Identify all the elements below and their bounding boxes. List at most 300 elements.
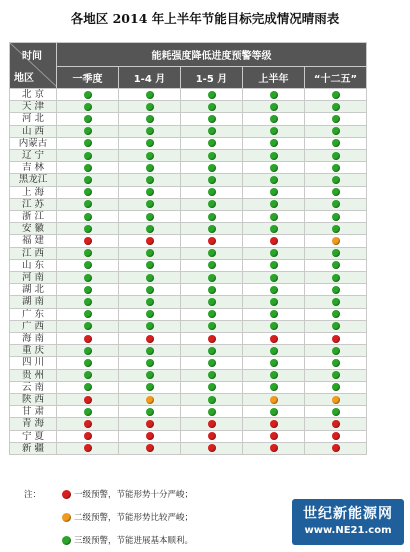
status-cell: [181, 430, 243, 442]
status-cell: [305, 406, 367, 418]
status-cell: [119, 284, 181, 296]
status-dot-red: [208, 432, 216, 440]
status-cell: [119, 162, 181, 174]
status-cell: [181, 333, 243, 345]
warning-table: [9, 42, 367, 455]
status-cell: [305, 381, 367, 393]
status-dot-green: [332, 115, 340, 123]
table-row: [10, 418, 367, 430]
table-row: [10, 406, 367, 418]
table-row: [10, 357, 367, 369]
status-dot-green: [84, 115, 92, 123]
status-dot-green: [270, 249, 278, 257]
status-cell: [119, 296, 181, 308]
column-header: 一季度: [57, 67, 119, 89]
status-cell: [305, 320, 367, 332]
status-dot-green: [84, 359, 92, 367]
status-dot-green: [332, 261, 340, 269]
status-cell: [181, 418, 243, 430]
table-row: [10, 345, 367, 357]
status-dot-orange: [332, 396, 340, 404]
region-label: 山 东: [10, 259, 57, 271]
status-dot-green: [332, 164, 340, 172]
status-dot-green: [270, 322, 278, 330]
status-cell: [243, 345, 305, 357]
legend-dot-green: [62, 536, 71, 545]
status-dot-red: [270, 432, 278, 440]
status-cell: [181, 345, 243, 357]
table-row: [10, 235, 367, 247]
table-row: [10, 259, 367, 271]
status-dot-green: [332, 408, 340, 416]
status-dot-green: [84, 347, 92, 355]
legend-dot-red: [62, 490, 71, 499]
status-dot-green: [332, 274, 340, 282]
status-cell: [119, 186, 181, 198]
status-cell: [305, 174, 367, 186]
status-cell: [57, 381, 119, 393]
status-cell: [243, 247, 305, 259]
status-cell: [243, 369, 305, 381]
status-cell: [243, 223, 305, 235]
status-dot-green: [84, 164, 92, 172]
status-cell: [243, 333, 305, 345]
region-label: 陕 西: [10, 394, 57, 406]
status-cell: [57, 259, 119, 271]
status-dot-green: [332, 359, 340, 367]
status-cell: [243, 198, 305, 210]
status-dot-green: [332, 176, 340, 184]
status-cell: [305, 247, 367, 259]
status-cell: [57, 442, 119, 454]
status-dot-green: [146, 164, 154, 172]
status-cell: [181, 394, 243, 406]
region-label: 山 西: [10, 125, 57, 137]
table-row: [10, 186, 367, 198]
status-dot-red: [84, 335, 92, 343]
status-dot-green: [146, 103, 154, 111]
status-cell: [243, 186, 305, 198]
status-cell: [243, 357, 305, 369]
status-dot-green: [332, 139, 340, 147]
status-cell: [243, 101, 305, 113]
status-dot-green: [146, 408, 154, 416]
status-cell: [305, 101, 367, 113]
status-dot-green: [84, 261, 92, 269]
region-label: 重 庆: [10, 345, 57, 357]
table-row: [10, 284, 367, 296]
status-cell: [181, 369, 243, 381]
status-dot-red: [332, 335, 340, 343]
status-dot-green: [208, 213, 216, 221]
legend-item: [62, 488, 193, 500]
region-label: 湖 南: [10, 296, 57, 308]
region-label: 辽 宁: [10, 150, 57, 162]
status-dot-green: [146, 298, 154, 306]
status-dot-green: [208, 359, 216, 367]
status-cell: [243, 418, 305, 430]
status-dot-green: [84, 322, 92, 330]
status-cell: [181, 113, 243, 125]
status-cell: [305, 137, 367, 149]
status-cell: [243, 162, 305, 174]
status-dot-green: [332, 91, 340, 99]
table-row: [10, 442, 367, 454]
status-cell: [57, 137, 119, 149]
status-dot-green: [270, 164, 278, 172]
status-dot-green: [270, 152, 278, 160]
status-dot-red: [146, 335, 154, 343]
status-dot-green: [270, 91, 278, 99]
status-dot-green: [208, 408, 216, 416]
status-dot-green: [208, 310, 216, 318]
region-label: 吉 林: [10, 162, 57, 174]
region-label: 甘 肃: [10, 406, 57, 418]
status-dot-green: [208, 188, 216, 196]
region-label: 内蒙古: [10, 137, 57, 149]
status-cell: [57, 418, 119, 430]
region-label: 云 南: [10, 381, 57, 393]
status-dot-red: [270, 444, 278, 452]
status-dot-green: [208, 127, 216, 135]
status-cell: [119, 272, 181, 284]
region-label: 宁 夏: [10, 430, 57, 442]
status-dot-green: [84, 383, 92, 391]
region-label: 四 川: [10, 357, 57, 369]
status-dot-green: [146, 383, 154, 391]
status-dot-green: [332, 310, 340, 318]
table-row: [10, 320, 367, 332]
status-cell: [57, 198, 119, 210]
table-row: [10, 211, 367, 223]
status-dot-red: [146, 420, 154, 428]
status-cell: [243, 113, 305, 125]
status-cell: [243, 381, 305, 393]
status-cell: [119, 406, 181, 418]
status-dot-green: [332, 200, 340, 208]
status-dot-green: [146, 188, 154, 196]
status-cell: [243, 137, 305, 149]
status-dot-red: [146, 444, 154, 452]
status-dot-green: [208, 286, 216, 294]
table-row: [10, 162, 367, 174]
region-label: 贵 州: [10, 369, 57, 381]
legend-text: 一级预警，节能形势十分严峻；: [74, 490, 194, 500]
region-label: 北 京: [10, 89, 57, 101]
status-cell: [305, 345, 367, 357]
status-dot-red: [146, 432, 154, 440]
status-cell: [57, 394, 119, 406]
status-dot-green: [208, 371, 216, 379]
status-cell: [305, 223, 367, 235]
table-row: [10, 101, 367, 113]
status-cell: [181, 186, 243, 198]
corner-label-region: 地区: [14, 73, 34, 84]
status-cell: [305, 198, 367, 210]
status-dot-green: [270, 274, 278, 282]
status-dot-green: [270, 408, 278, 416]
status-dot-green: [84, 213, 92, 221]
status-dot-green: [332, 286, 340, 294]
status-dot-green: [270, 359, 278, 367]
status-dot-green: [84, 127, 92, 135]
status-cell: [305, 430, 367, 442]
region-label: 江 西: [10, 247, 57, 259]
region-label: 河 北: [10, 113, 57, 125]
status-dot-green: [208, 103, 216, 111]
status-cell: [57, 101, 119, 113]
status-cell: [119, 125, 181, 137]
status-cell: [243, 125, 305, 137]
status-dot-green: [146, 371, 154, 379]
status-cell: [181, 89, 243, 101]
status-cell: [57, 272, 119, 284]
status-cell: [243, 394, 305, 406]
status-dot-green: [332, 213, 340, 221]
status-cell: [119, 381, 181, 393]
status-cell: [57, 308, 119, 320]
table-row: [10, 272, 367, 284]
column-header: “十二五”: [305, 67, 367, 89]
status-dot-green: [332, 152, 340, 160]
status-cell: [305, 211, 367, 223]
status-cell: [181, 162, 243, 174]
status-cell: [305, 125, 367, 137]
status-cell: [305, 259, 367, 271]
status-cell: [305, 235, 367, 247]
status-dot-green: [270, 200, 278, 208]
status-dot-green: [146, 127, 154, 135]
status-dot-green: [270, 127, 278, 135]
table-row: [10, 198, 367, 210]
status-cell: [119, 235, 181, 247]
region-label: 上 海: [10, 186, 57, 198]
status-dot-green: [208, 347, 216, 355]
status-dot-green: [208, 261, 216, 269]
status-cell: [57, 223, 119, 235]
status-cell: [181, 174, 243, 186]
table-row: [10, 174, 367, 186]
status-cell: [243, 308, 305, 320]
status-cell: [243, 259, 305, 271]
status-dot-green: [332, 127, 340, 135]
status-dot-green: [270, 176, 278, 184]
table-row: [10, 333, 367, 345]
status-cell: [57, 430, 119, 442]
logo-line1: 世纪新能源网: [303, 506, 393, 522]
status-dot-green: [270, 286, 278, 294]
table-row: [10, 308, 367, 320]
status-cell: [243, 320, 305, 332]
status-dot-green: [208, 249, 216, 257]
region-label: 新 疆: [10, 442, 57, 454]
status-dot-green: [146, 310, 154, 318]
status-cell: [119, 223, 181, 235]
status-cell: [243, 406, 305, 418]
status-cell: [305, 162, 367, 174]
region-label: 河 南: [10, 272, 57, 284]
status-cell: [243, 430, 305, 442]
status-dot-green: [84, 139, 92, 147]
status-dot-green: [84, 200, 92, 208]
table-row: [10, 223, 367, 235]
status-dot-green: [332, 249, 340, 257]
region-label: 浙 江: [10, 211, 57, 223]
status-cell: [305, 186, 367, 198]
status-cell: [181, 211, 243, 223]
status-dot-green: [84, 91, 92, 99]
status-cell: [57, 235, 119, 247]
status-dot-green: [84, 188, 92, 196]
site-logo-watermark: [292, 499, 404, 545]
status-cell: [119, 211, 181, 223]
region-label: 海 南: [10, 333, 57, 345]
status-cell: [57, 150, 119, 162]
status-cell: [119, 357, 181, 369]
status-dot-green: [208, 383, 216, 391]
status-dot-red: [208, 335, 216, 343]
status-dot-green: [208, 176, 216, 184]
status-cell: [243, 296, 305, 308]
status-dot-green: [84, 249, 92, 257]
status-cell: [305, 357, 367, 369]
status-dot-green: [208, 91, 216, 99]
table-row: [10, 369, 367, 381]
status-cell: [243, 211, 305, 223]
status-dot-orange: [146, 396, 154, 404]
status-cell: [181, 235, 243, 247]
status-cell: [305, 89, 367, 101]
status-dot-green: [84, 408, 92, 416]
status-cell: [243, 235, 305, 247]
table-row: [10, 247, 367, 259]
status-dot-green: [84, 176, 92, 184]
status-cell: [181, 247, 243, 259]
table-row: [10, 125, 367, 137]
region-label: 天 津: [10, 101, 57, 113]
status-cell: [57, 162, 119, 174]
status-cell: [181, 320, 243, 332]
status-cell: [305, 308, 367, 320]
status-dot-green: [146, 176, 154, 184]
status-dot-orange: [332, 237, 340, 245]
status-dot-red: [332, 432, 340, 440]
status-dot-green: [332, 103, 340, 111]
region-label: 江 苏: [10, 198, 57, 210]
status-cell: [119, 150, 181, 162]
status-cell: [57, 296, 119, 308]
status-cell: [119, 137, 181, 149]
status-dot-green: [84, 298, 92, 306]
table-row: [10, 150, 367, 162]
table-row: [10, 381, 367, 393]
status-dot-green: [270, 103, 278, 111]
region-label: 安 徽: [10, 223, 57, 235]
status-dot-green: [332, 322, 340, 330]
corner-label-time: 时间: [22, 51, 42, 62]
status-dot-green: [84, 286, 92, 294]
status-cell: [305, 150, 367, 162]
status-dot-green: [146, 200, 154, 208]
status-dot-green: [332, 347, 340, 355]
status-dot-green: [84, 310, 92, 318]
table-row: [10, 89, 367, 101]
status-dot-green: [208, 298, 216, 306]
status-dot-green: [208, 152, 216, 160]
status-cell: [181, 125, 243, 137]
status-cell: [181, 357, 243, 369]
status-dot-red: [270, 335, 278, 343]
status-dot-green: [146, 91, 154, 99]
status-cell: [305, 284, 367, 296]
status-dot-green: [146, 115, 154, 123]
logo-line2: www.NE21.com: [304, 525, 392, 536]
status-dot-green: [332, 383, 340, 391]
status-cell: [305, 272, 367, 284]
status-dot-green: [84, 152, 92, 160]
status-dot-red: [84, 432, 92, 440]
status-cell: [57, 320, 119, 332]
status-cell: [119, 333, 181, 345]
region-label: 青 海: [10, 418, 57, 430]
status-cell: [57, 125, 119, 137]
status-cell: [243, 150, 305, 162]
table-row: [10, 296, 367, 308]
status-cell: [305, 394, 367, 406]
status-dot-green: [270, 310, 278, 318]
status-cell: [119, 174, 181, 186]
status-dot-green: [270, 383, 278, 391]
status-cell: [181, 137, 243, 149]
status-dot-green: [84, 103, 92, 111]
status-dot-green: [146, 152, 154, 160]
status-dot-green: [208, 274, 216, 282]
region-label: 湖 北: [10, 284, 57, 296]
region-label: 福 建: [10, 235, 57, 247]
legend-item: [62, 534, 193, 546]
status-dot-green: [146, 139, 154, 147]
status-dot-green: [208, 115, 216, 123]
status-cell: [181, 284, 243, 296]
status-cell: [119, 345, 181, 357]
corner-header: [10, 43, 57, 89]
status-dot-green: [146, 261, 154, 269]
status-cell: [243, 272, 305, 284]
status-cell: [119, 418, 181, 430]
status-cell: [57, 247, 119, 259]
status-dot-red: [84, 420, 92, 428]
status-cell: [305, 113, 367, 125]
legend-text: 二级预警，节能形势比较严峻；: [74, 513, 194, 523]
status-cell: [119, 394, 181, 406]
status-dot-green: [332, 188, 340, 196]
status-cell: [57, 369, 119, 381]
status-dot-red: [84, 444, 92, 452]
status-cell: [119, 198, 181, 210]
status-dot-green: [146, 213, 154, 221]
status-dot-red: [146, 237, 154, 245]
status-cell: [119, 442, 181, 454]
status-cell: [119, 369, 181, 381]
group-header: 能耗强度降低进度预警等级: [57, 43, 367, 67]
table-row: [10, 137, 367, 149]
status-dot-green: [84, 274, 92, 282]
status-dot-green: [270, 371, 278, 379]
status-dot-green: [84, 225, 92, 233]
status-cell: [57, 186, 119, 198]
status-dot-green: [270, 261, 278, 269]
region-label: 黑龙江: [10, 174, 57, 186]
